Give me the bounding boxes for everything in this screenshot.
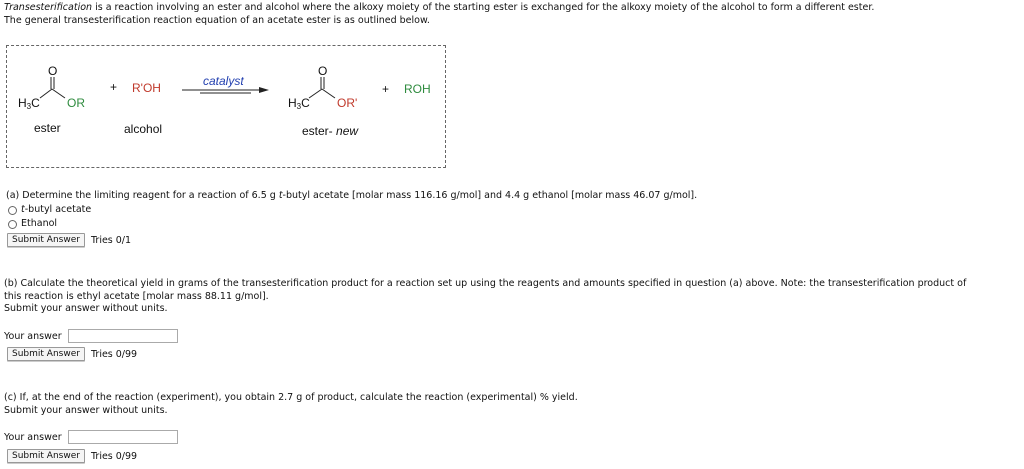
ester-or: OR <box>67 96 85 110</box>
radio-ethanol[interactable] <box>8 220 17 229</box>
question-a-t: t <box>278 190 283 201</box>
label-alcohol: alcohol <box>124 122 163 136</box>
label-new-prefix: ester- <box>302 124 337 138</box>
label-ester: ester <box>34 121 61 135</box>
submit-answer-a-button[interactable]: Submit Answer <box>7 233 85 247</box>
option-ethanol[interactable] <box>8 218 57 231</box>
tries-a: Tries 0/1 <box>91 235 132 246</box>
plus-sign-1: + <box>110 80 118 94</box>
roh-formula: ROH <box>404 82 431 96</box>
question-b-line-2: this reaction is ethyl acetate [molar mass 88.11 g/mol]. <box>4 290 269 302</box>
tries-b: Tries 0/99 <box>91 349 138 360</box>
intro-line-1 <box>4 2 874 15</box>
intro-line-2: The general transesterification reaction equation of an acetate ester is as outlined below. <box>4 14 430 26</box>
ester-carbonyl-o: O <box>48 64 58 78</box>
question-a-post: -butyl acetate [molar mass 116.16 g/mol] and 4.4 g ethanol [molar mass 46.07 g/mol]. <box>282 190 698 201</box>
question-c-line-1: (c) If, at the end of the reaction (experiment), you obtain 2.7 g of product, calculate the reaction (experimental) % yield. <box>4 392 578 403</box>
answer-b-input[interactable] <box>68 329 178 343</box>
question-c-line-2: Submit your answer without units. <box>4 404 168 416</box>
plus-sign-2: + <box>382 82 390 96</box>
alcohol-formula: R'OH <box>132 81 161 95</box>
option-ethanol-label: Ethanol <box>21 218 58 229</box>
option-t-butyl-rest: -butyl acetate <box>24 204 92 215</box>
intro-line-1-rest: is a reaction involving an ester and alcohol where the alkoxy moiety of the starting ester is exchanged for the alkoxy moiety of the alcohol to form a different ester. <box>92 2 875 13</box>
radio-t-butyl-acetate[interactable] <box>8 206 17 215</box>
intro-text <box>4 2 874 27</box>
submit-answer-b-button[interactable]: Submit Answer <box>7 347 85 361</box>
question-a-pre: (a) Determine the limiting reagent for a reaction of 6.5 g <box>6 190 279 201</box>
option-t-butyl-label <box>21 204 91 217</box>
label-new-ester <box>302 124 358 138</box>
your-answer-c-label: Your answer <box>4 432 62 443</box>
ester-methyl: $H_3C$ <box>18 96 40 111</box>
option-t-butyl-italic: t <box>21 204 25 215</box>
submit-answer-c-button[interactable]: Submit Answer <box>7 449 85 463</box>
product-carbonyl-o: O <box>318 64 328 78</box>
reaction-scheme <box>6 45 446 168</box>
question-b-line-1: (b) Calculate the theoretical yield in grams of the transesterification product for a reaction set up using the reagents and amounts specified in question (a) above. Note: the transesterification product of <box>4 278 967 289</box>
question-c <box>4 392 578 417</box>
product-or: OR' <box>337 96 358 110</box>
your-answer-b-label: Your answer <box>4 331 62 342</box>
question-a <box>6 190 697 203</box>
option-t-butyl-acetate[interactable] <box>8 204 91 217</box>
question-b-line-3: Submit your answer without units. <box>4 303 168 314</box>
answer-c-input[interactable] <box>68 430 178 444</box>
tries-c: Tries 0/99 <box>91 451 138 462</box>
label-new-suffix: new <box>336 124 359 138</box>
question-b <box>4 278 966 316</box>
catalyst-label: catalyst <box>203 74 244 88</box>
product-methyl: $H_3C$ <box>288 96 310 111</box>
intro-term: Transesterification <box>4 2 93 13</box>
